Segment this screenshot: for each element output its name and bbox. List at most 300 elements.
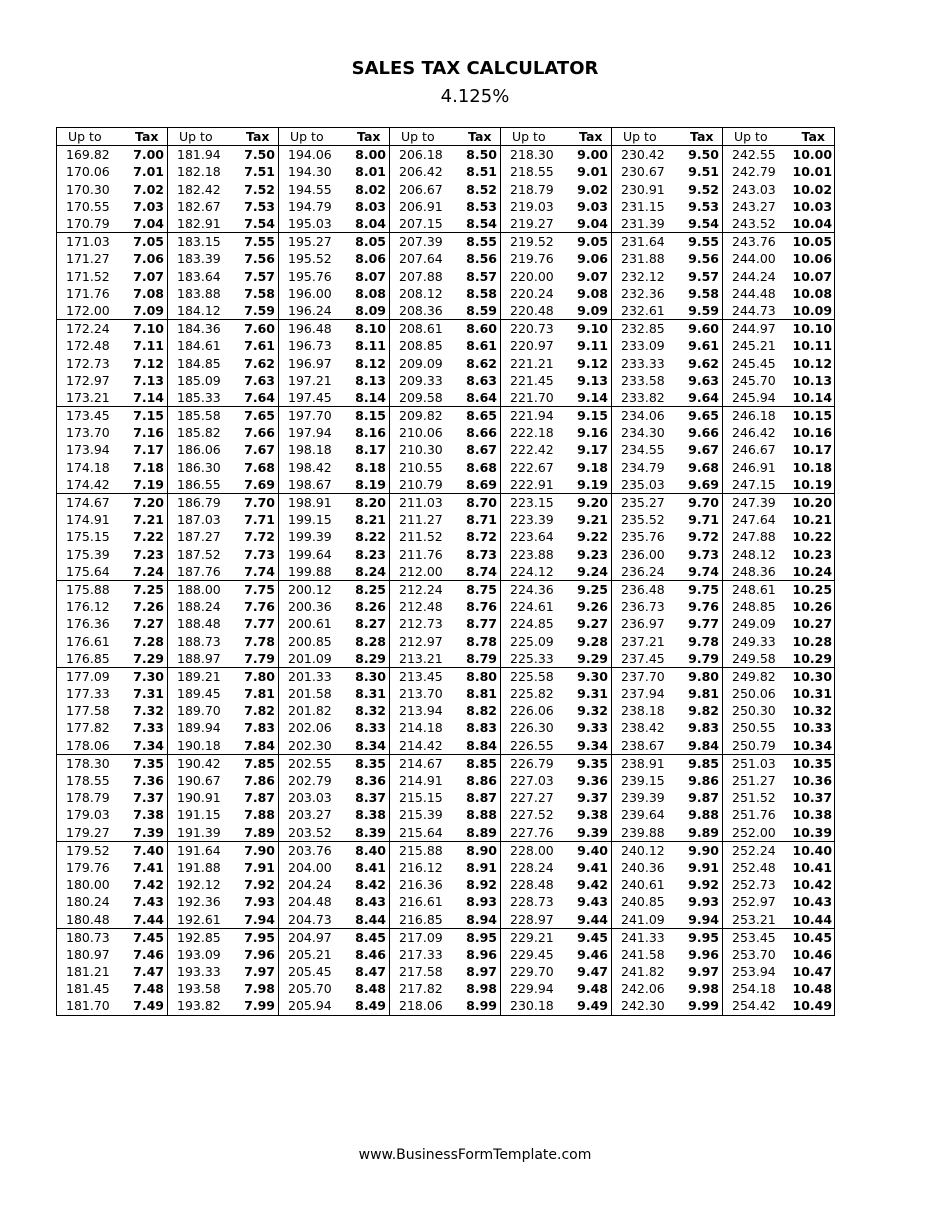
amount-cell: 218.30 (510, 147, 554, 163)
table-row (57, 980, 835, 997)
tax-cell: 10.06 (793, 250, 835, 267)
amount-cell: 202.79 (288, 773, 332, 789)
tax-cell: 9.29 (571, 650, 612, 668)
tax-cell: 7.54 (238, 215, 279, 233)
amount-cell: 251.03 (723, 754, 793, 772)
tax-cell: 7.38 (127, 806, 168, 823)
tax-cell: 7.13 (127, 372, 168, 389)
tax-cell: 8.76 (460, 598, 501, 615)
amount-cell: 204.48 (288, 894, 332, 910)
tax-cell: 8.55 (460, 233, 501, 251)
amount-cell: 225.09 (510, 633, 554, 649)
table-row (57, 841, 835, 859)
tax-cell: 10.03 (793, 198, 835, 215)
tax-cell: 8.36 (349, 772, 390, 789)
tax-cell: 10.12 (793, 354, 835, 371)
amount-cell: 175.15 (66, 529, 110, 545)
amount-cell: 252.97 (732, 894, 776, 910)
table-row (57, 563, 835, 581)
amount-cell: 208.12 (399, 285, 443, 301)
header-tax: Tax (238, 128, 279, 146)
table-row (57, 946, 835, 963)
tax-cell: 8.67 (460, 441, 501, 458)
amount-cell: 185.33 (177, 389, 221, 405)
tax-cell: 9.86 (682, 772, 723, 789)
amount-cell: 244.24 (732, 268, 776, 284)
tax-cell: 8.80 (460, 667, 501, 685)
tax-cell: 7.16 (127, 424, 168, 441)
tax-cell: 9.71 (682, 511, 723, 528)
amount-cell: 240.85 (621, 894, 665, 910)
tax-cell: 9.21 (571, 511, 612, 528)
tax-cell: 10.27 (793, 615, 835, 632)
amount-cell: 234.06 (612, 407, 682, 425)
amount-cell: 200.36 (288, 599, 332, 615)
tax-cell: 10.26 (793, 598, 835, 615)
header-tax: Tax (460, 128, 501, 146)
amount-cell: 200.85 (288, 633, 332, 649)
header-tax: Tax (349, 128, 390, 146)
amount-cell: 183.15 (168, 233, 238, 251)
tax-cell: 10.23 (793, 546, 835, 563)
amount-cell: 209.82 (390, 407, 460, 425)
tax-cell: 10.39 (793, 824, 835, 842)
amount-cell: 240.61 (621, 877, 665, 893)
amount-cell: 233.58 (621, 372, 665, 388)
table-row (57, 910, 835, 928)
amount-cell: 216.85 (399, 911, 443, 927)
amount-cell: 253.94 (732, 964, 776, 980)
tax-cell: 9.35 (571, 754, 612, 772)
table-row (57, 389, 835, 407)
tax-cell: 7.70 (238, 493, 279, 511)
amount-cell: 228.97 (510, 911, 554, 927)
tax-cell: 8.99 (460, 997, 501, 1015)
table-row (57, 285, 835, 302)
tax-cell: 7.72 (238, 528, 279, 545)
amount-cell: 240.12 (612, 841, 682, 859)
tax-cell: 10.30 (793, 667, 835, 685)
table-row (57, 997, 835, 1015)
tax-cell: 10.25 (793, 580, 835, 598)
tax-cell: 8.22 (349, 528, 390, 545)
tax-cell: 9.80 (682, 667, 723, 685)
tax-cell: 9.72 (682, 528, 723, 545)
amount-cell: 185.58 (168, 407, 238, 425)
tax-cell: 7.82 (238, 702, 279, 719)
tax-cell: 7.42 (127, 876, 168, 893)
tax-cell: 8.56 (460, 250, 501, 267)
tax-cell: 7.20 (127, 493, 168, 511)
tax-cell: 7.35 (127, 754, 168, 772)
tax-cell: 7.05 (127, 233, 168, 251)
tax-cell: 8.25 (349, 580, 390, 598)
amount-cell: 174.67 (57, 493, 127, 511)
tax-cell: 8.60 (460, 320, 501, 338)
tax-cell: 9.83 (682, 719, 723, 736)
amount-cell: 233.09 (621, 338, 665, 354)
tax-cell: 9.58 (682, 285, 723, 302)
table-row (57, 824, 835, 842)
tax-cell: 7.57 (238, 268, 279, 285)
tax-cell: 9.93 (682, 893, 723, 910)
amount-cell: 222.42 (510, 442, 554, 458)
tax-cell: 9.62 (682, 354, 723, 371)
tax-cell: 7.84 (238, 737, 279, 755)
table-row (57, 372, 835, 389)
tax-cell: 9.30 (571, 667, 612, 685)
tax-cell: 8.09 (349, 302, 390, 320)
amount-cell: 208.61 (390, 320, 460, 338)
tax-cell: 8.61 (460, 337, 501, 354)
tax-cell: 8.00 (349, 146, 390, 164)
tax-cell: 7.39 (127, 824, 168, 842)
tax-cell: 8.81 (460, 685, 501, 702)
amount-cell: 245.45 (732, 355, 776, 371)
tax-cell: 9.46 (571, 946, 612, 963)
tax-cell: 7.22 (127, 528, 168, 545)
tax-cell: 8.20 (349, 493, 390, 511)
amount-cell: 223.15 (501, 493, 571, 511)
amount-cell: 190.67 (177, 773, 221, 789)
tax-cell: 7.06 (127, 250, 168, 267)
tax-cell: 8.27 (349, 615, 390, 632)
amount-cell: 173.45 (57, 407, 127, 425)
tax-cell: 8.46 (349, 946, 390, 963)
amount-cell: 191.39 (177, 824, 221, 840)
amount-cell: 227.27 (510, 790, 554, 806)
amount-cell: 189.94 (177, 720, 221, 736)
tax-cell: 9.33 (571, 719, 612, 736)
amount-cell: 227.76 (510, 824, 554, 840)
amount-cell: 223.39 (510, 512, 554, 528)
amount-cell: 181.94 (177, 147, 221, 163)
amount-cell: 192.85 (168, 928, 238, 946)
amount-cell: 177.58 (66, 703, 110, 719)
tax-cell: 8.47 (349, 963, 390, 980)
amount-cell: 199.39 (288, 529, 332, 545)
amount-cell: 182.18 (177, 164, 221, 180)
tax-cell: 8.74 (460, 563, 501, 581)
tax-cell: 9.50 (682, 146, 723, 164)
tax-cell: 10.20 (793, 493, 835, 511)
amount-cell: 197.94 (288, 425, 332, 441)
header-tax: Tax (127, 128, 168, 146)
tax-cell: 8.59 (460, 302, 501, 320)
amount-cell: 234.79 (621, 459, 665, 475)
table-row (57, 737, 835, 755)
table-row (57, 493, 835, 511)
amount-cell: 224.12 (510, 563, 554, 579)
amount-cell: 224.36 (501, 580, 571, 598)
amount-cell: 230.18 (510, 998, 554, 1014)
tax-cell: 7.99 (238, 997, 279, 1015)
tax-cell: 9.43 (571, 893, 612, 910)
amount-cell: 246.18 (723, 407, 793, 425)
tax-cell: 9.00 (571, 146, 612, 164)
amount-cell: 244.00 (732, 251, 776, 267)
tax-cell: 7.88 (238, 806, 279, 823)
table-row (57, 528, 835, 545)
amount-cell: 196.24 (288, 302, 332, 318)
tax-cell: 9.88 (682, 806, 723, 823)
tax-cell: 8.77 (460, 615, 501, 632)
amount-cell: 248.61 (723, 580, 793, 598)
amount-cell: 198.18 (288, 442, 332, 458)
amount-cell: 202.06 (288, 720, 332, 736)
amount-cell: 207.64 (399, 251, 443, 267)
amount-cell: 245.21 (732, 338, 776, 354)
amount-cell: 175.64 (66, 563, 110, 579)
amount-cell: 235.03 (621, 476, 665, 492)
amount-cell: 180.00 (66, 877, 110, 893)
tax-cell: 8.03 (349, 198, 390, 215)
amount-cell: 182.91 (177, 216, 221, 232)
amount-cell: 217.82 (399, 981, 443, 997)
table-row (57, 250, 835, 267)
amount-cell: 179.52 (57, 841, 127, 859)
amount-cell: 212.00 (399, 563, 443, 579)
amount-cell: 184.61 (177, 338, 221, 354)
tax-cell: 9.57 (682, 268, 723, 285)
amount-cell: 249.82 (723, 667, 793, 685)
table-row (57, 772, 835, 789)
amount-cell: 177.82 (66, 720, 110, 736)
tax-cell: 8.35 (349, 754, 390, 772)
amount-cell: 184.85 (177, 355, 221, 371)
amount-cell: 192.12 (177, 877, 221, 893)
amount-cell: 174.42 (66, 476, 110, 492)
amount-cell: 197.45 (288, 389, 332, 405)
amount-cell: 248.85 (732, 599, 776, 615)
tax-cell: 7.26 (127, 598, 168, 615)
amount-cell: 199.64 (288, 546, 332, 562)
tax-cell: 9.82 (682, 702, 723, 719)
amount-cell: 244.97 (723, 320, 793, 338)
table-row (57, 963, 835, 980)
tax-cell: 10.28 (793, 632, 835, 649)
tax-cell: 8.21 (349, 511, 390, 528)
tax-cell: 7.91 (238, 859, 279, 876)
tax-cell: 8.54 (460, 215, 501, 233)
tax-cell: 7.04 (127, 215, 168, 233)
tax-cell: 10.40 (793, 841, 835, 859)
amount-cell: 187.76 (177, 563, 221, 579)
amount-cell: 212.48 (399, 599, 443, 615)
tax-cell: 7.43 (127, 893, 168, 910)
tax-cell: 9.63 (682, 372, 723, 389)
tax-cell: 8.65 (460, 407, 501, 425)
amount-cell: 229.45 (510, 946, 554, 962)
amount-cell: 206.18 (399, 147, 443, 163)
table-row (57, 632, 835, 649)
amount-cell: 176.85 (66, 650, 110, 666)
tax-cell: 9.26 (571, 598, 612, 615)
tax-cell: 8.07 (349, 268, 390, 285)
tax-cell: 7.59 (238, 302, 279, 320)
header-tax: Tax (682, 128, 723, 146)
tax-cell: 7.25 (127, 580, 168, 598)
amount-cell: 221.21 (510, 355, 554, 371)
tax-cell: 9.95 (682, 928, 723, 946)
amount-cell: 252.24 (723, 841, 793, 859)
header-up-to: Up to (390, 128, 460, 146)
amount-cell: 221.45 (510, 372, 554, 388)
amount-cell: 171.03 (57, 233, 127, 251)
amount-cell: 180.97 (66, 946, 110, 962)
amount-cell: 173.94 (66, 442, 110, 458)
amount-cell: 222.18 (510, 425, 554, 441)
tax-cell: 10.43 (793, 893, 835, 910)
amount-cell: 195.52 (288, 251, 332, 267)
tax-cell: 7.00 (127, 146, 168, 164)
amount-cell: 172.00 (66, 302, 110, 318)
tax-cell: 8.78 (460, 632, 501, 649)
header-up-to: Up to (279, 128, 349, 146)
tax-cell: 7.01 (127, 163, 168, 180)
tax-cell: 9.85 (682, 754, 723, 772)
tax-cell: 8.31 (349, 685, 390, 702)
tax-cell: 8.57 (460, 268, 501, 285)
tax-cell: 7.62 (238, 354, 279, 371)
amount-cell: 246.67 (732, 442, 776, 458)
table-row (57, 511, 835, 528)
tax-cell: 8.19 (349, 476, 390, 494)
tax-cell: 9.55 (682, 233, 723, 251)
tax-cell: 10.49 (793, 997, 835, 1015)
tax-cell: 7.78 (238, 632, 279, 649)
tax-cell: 7.48 (127, 980, 168, 997)
amount-cell: 216.61 (399, 894, 443, 910)
amount-cell: 220.73 (501, 320, 571, 338)
amount-cell: 232.85 (612, 320, 682, 338)
amount-cell: 239.39 (621, 790, 665, 806)
table-row (57, 337, 835, 354)
tax-cell: 10.36 (793, 772, 835, 789)
tax-cell: 10.13 (793, 372, 835, 389)
amount-cell: 178.55 (66, 773, 110, 789)
table-row (57, 876, 835, 893)
tax-cell: 9.96 (682, 946, 723, 963)
amount-cell: 214.18 (399, 720, 443, 736)
tax-cell: 10.22 (793, 528, 835, 545)
tax-cell: 7.79 (238, 650, 279, 668)
amount-cell: 254.18 (732, 981, 776, 997)
amount-cell: 219.76 (510, 251, 554, 267)
tax-cell: 7.24 (127, 563, 168, 581)
tax-cell: 9.79 (682, 650, 723, 668)
amount-cell: 236.00 (621, 546, 665, 562)
tax-cell: 8.82 (460, 702, 501, 719)
amount-cell: 224.61 (510, 599, 554, 615)
amount-cell: 227.03 (510, 773, 554, 789)
tax-cell: 8.33 (349, 719, 390, 736)
tax-cell: 7.67 (238, 441, 279, 458)
amount-cell: 248.36 (732, 563, 776, 579)
tax-cell: 7.64 (238, 389, 279, 407)
amount-cell: 204.97 (279, 928, 349, 946)
tax-cell: 7.95 (238, 928, 279, 946)
amount-cell: 203.03 (288, 790, 332, 806)
tax-cell: 7.77 (238, 615, 279, 632)
table-row (57, 233, 835, 251)
amount-cell: 220.24 (510, 285, 554, 301)
amount-cell: 207.88 (399, 268, 443, 284)
tax-cell: 9.05 (571, 233, 612, 251)
amount-cell: 252.48 (732, 859, 776, 875)
tax-cell: 8.85 (460, 754, 501, 772)
amount-cell: 179.27 (66, 824, 110, 840)
tax-cell: 9.32 (571, 702, 612, 719)
amount-cell: 218.79 (510, 181, 554, 197)
amount-cell: 188.24 (177, 599, 221, 615)
tax-cell: 8.66 (460, 424, 501, 441)
tax-cell: 8.11 (349, 337, 390, 354)
tax-cell: 10.32 (793, 702, 835, 719)
tax-cell: 10.19 (793, 476, 835, 494)
tax-cell: 8.70 (460, 493, 501, 511)
tax-table (56, 127, 835, 1016)
amount-cell: 200.12 (279, 580, 349, 598)
amount-cell: 198.91 (279, 493, 349, 511)
amount-cell: 210.55 (399, 459, 443, 475)
amount-cell: 236.73 (621, 599, 665, 615)
amount-cell: 210.79 (399, 476, 443, 492)
amount-cell: 215.15 (399, 790, 443, 806)
amount-cell: 171.52 (66, 268, 110, 284)
amount-cell: 226.79 (501, 754, 571, 772)
tax-cell: 9.18 (571, 459, 612, 476)
tax-cell: 8.28 (349, 632, 390, 649)
table-row (57, 806, 835, 823)
tax-cell: 7.14 (127, 389, 168, 407)
amount-cell: 247.64 (732, 512, 776, 528)
amount-cell: 247.88 (732, 529, 776, 545)
amount-cell: 230.67 (621, 164, 665, 180)
tax-cell: 10.38 (793, 806, 835, 823)
amount-cell: 251.27 (732, 773, 776, 789)
amount-cell: 213.45 (390, 667, 460, 685)
table-row (57, 441, 835, 458)
tax-cell: 7.69 (238, 476, 279, 494)
tax-cell: 7.07 (127, 268, 168, 285)
tax-cell: 9.11 (571, 337, 612, 354)
amount-cell: 232.61 (621, 302, 665, 318)
tax-cell: 8.49 (349, 997, 390, 1015)
amount-cell: 218.06 (399, 998, 443, 1014)
amount-cell: 173.21 (66, 389, 110, 405)
amount-cell: 211.52 (399, 529, 443, 545)
table-row (57, 546, 835, 563)
tax-cell: 7.28 (127, 632, 168, 649)
tax-cell: 9.51 (682, 163, 723, 180)
amount-cell: 171.27 (66, 251, 110, 267)
amount-cell: 207.39 (390, 233, 460, 251)
amount-cell: 196.48 (279, 320, 349, 338)
tax-cell: 8.97 (460, 963, 501, 980)
tax-cell: 9.52 (682, 181, 723, 198)
amount-cell: 174.91 (66, 512, 110, 528)
amount-cell: 199.88 (288, 563, 332, 579)
tax-cell: 7.50 (238, 146, 279, 164)
table-row (57, 685, 835, 702)
tax-cell: 9.15 (571, 407, 612, 425)
amount-cell: 193.09 (177, 946, 221, 962)
amount-cell: 193.82 (177, 998, 221, 1014)
table-row (57, 268, 835, 285)
tax-cell: 9.94 (682, 910, 723, 928)
tax-cell: 8.63 (460, 372, 501, 389)
